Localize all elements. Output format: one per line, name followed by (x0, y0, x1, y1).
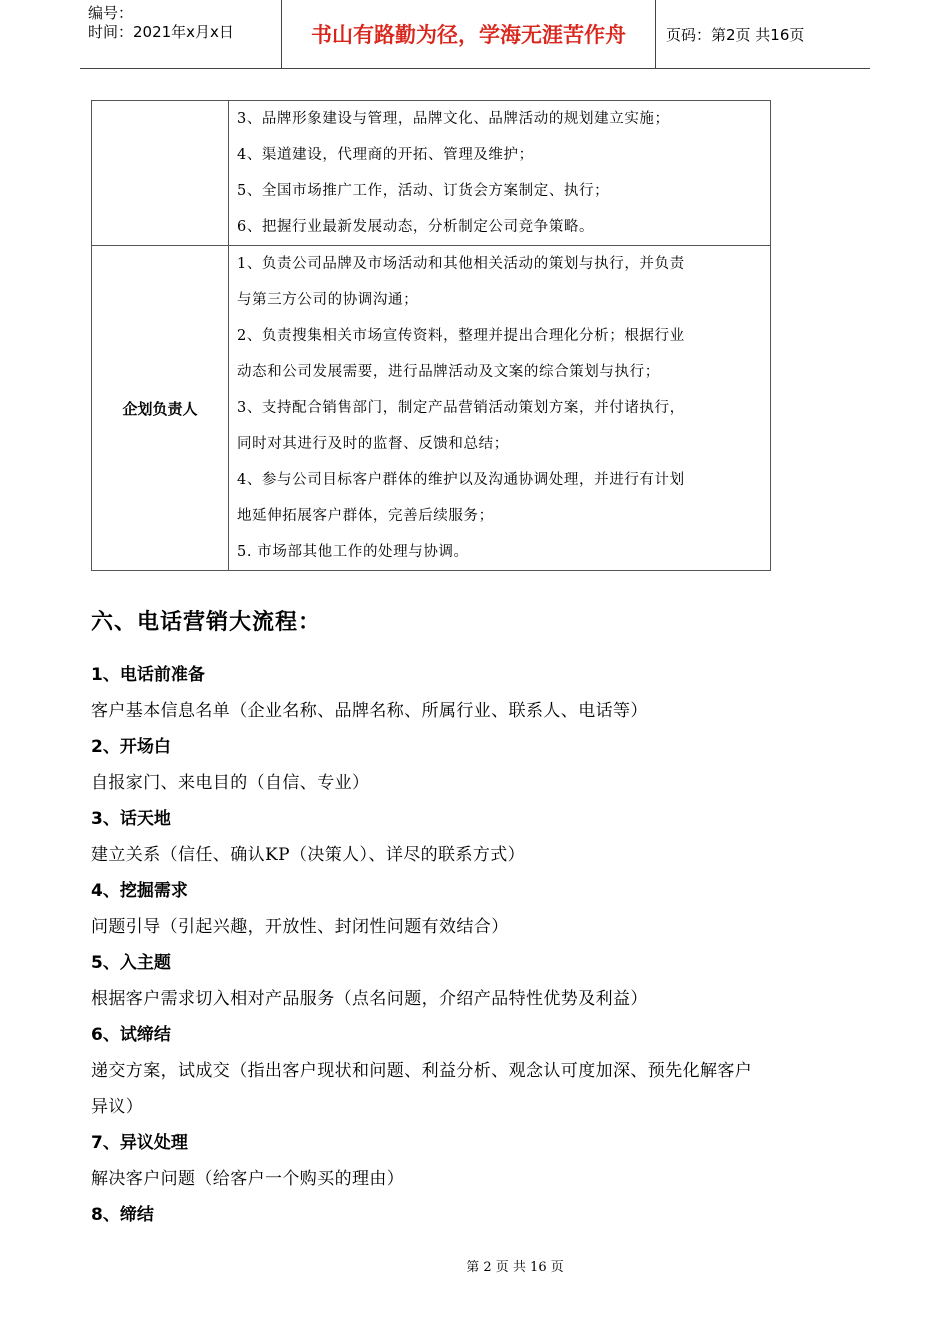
step-body: 客户基本信息名单（企业名称、品牌名称、所属行业、联系人、电话等） (91, 701, 648, 721)
document-date-label: 时间：2021年x月x日 (88, 23, 234, 41)
step-heading: 1、电话前准备 (91, 665, 205, 685)
page-header (80, 0, 870, 69)
duty-table (91, 100, 771, 571)
duty-line: 同时对其进行及时的监督、反馈和总结； (237, 436, 509, 452)
step-body: 自报家门、来电目的（自信、专业） (91, 773, 370, 793)
step-body: 根据客户需求切入相对产品服务（点名问题，介绍产品特性优势及利益） (91, 989, 648, 1009)
step-heading: 7、异议处理 (91, 1133, 188, 1153)
header-page-label: 页码：第2页 共16页 (666, 25, 805, 44)
page-footer: 第 2 页 共 16 页 (466, 1260, 564, 1275)
step-body: 问题引导（引起兴趣，开放性、封闭性问题有效结合） (91, 917, 509, 937)
duty-line: 4、渠道建设，代理商的开拓、管理及维护； (237, 147, 534, 163)
step-heading: 8、缔结 (91, 1205, 154, 1225)
duty-line: 6、把握行业最新发展动态，分析制定公司竞争策略。 (237, 219, 595, 235)
duty-line: 与第三方公司的协调沟通； (237, 292, 419, 308)
duty-line: 2、负责搜集相关市场宣传资料，整理并提出合理化分析；根据行业 (237, 328, 685, 344)
step-heading: 4、挖掘需求 (91, 881, 188, 901)
document-number-label: 编号： (88, 4, 134, 22)
header-meta (80, 0, 282, 68)
duty-line: 4、参与公司目标客户群体的维护以及沟通协调处理，并进行有计划 (237, 472, 685, 488)
header-motto: 书山有路勤为径，学海无涯苦作舟 (282, 0, 656, 68)
duty-line: 地延伸拓展客户群体，完善后续服务； (237, 508, 494, 524)
step-heading: 2、开场白 (91, 737, 171, 757)
duty-line: 5、全国市场推广工作，活动、订货会方案制定、执行； (237, 183, 610, 199)
step-body: 解决客户问题（给客户一个购买的理由） (91, 1169, 405, 1189)
step-heading: 3、话天地 (91, 809, 171, 829)
duty-line: 3、支持配合销售部门，制定产品营销活动策划方案，并付诸执行， (237, 400, 685, 416)
duty-desc-cell (229, 101, 771, 246)
duty-row-1 (92, 101, 771, 246)
step-body: 异议） (91, 1097, 144, 1117)
duty-line: 动态和公司发展需要，进行品牌活动及文案的综合策划与执行； (237, 364, 660, 380)
duty-line: 3、品牌形象建设与管理，品牌文化、品牌活动的规划建立实施； (237, 111, 670, 127)
duty-line: 5. 市场部其他工作的处理与协调。 (237, 544, 469, 560)
duty-role-cell (92, 101, 229, 246)
step-body: 建立关系（信任、确认KP（决策人）、详尽的联系方式） (91, 845, 526, 865)
step-heading: 5、入主题 (91, 953, 171, 973)
process-steps (91, 657, 871, 1233)
duty-row-2 (92, 246, 771, 571)
section-title: 六、电话营销大流程： (91, 610, 322, 635)
duty-line: 1、负责公司品牌及市场活动和其他相关活动的策划与执行，并负责 (237, 256, 685, 272)
step-heading: 6、试缔结 (91, 1025, 171, 1045)
step-body: 递交方案，试成交（指出客户现状和问题、利益分析、观念认可度加深、预先化解客户 (91, 1061, 753, 1081)
duty-desc-cell (229, 246, 771, 571)
duty-role-cell: 企划负责人 (92, 246, 229, 571)
